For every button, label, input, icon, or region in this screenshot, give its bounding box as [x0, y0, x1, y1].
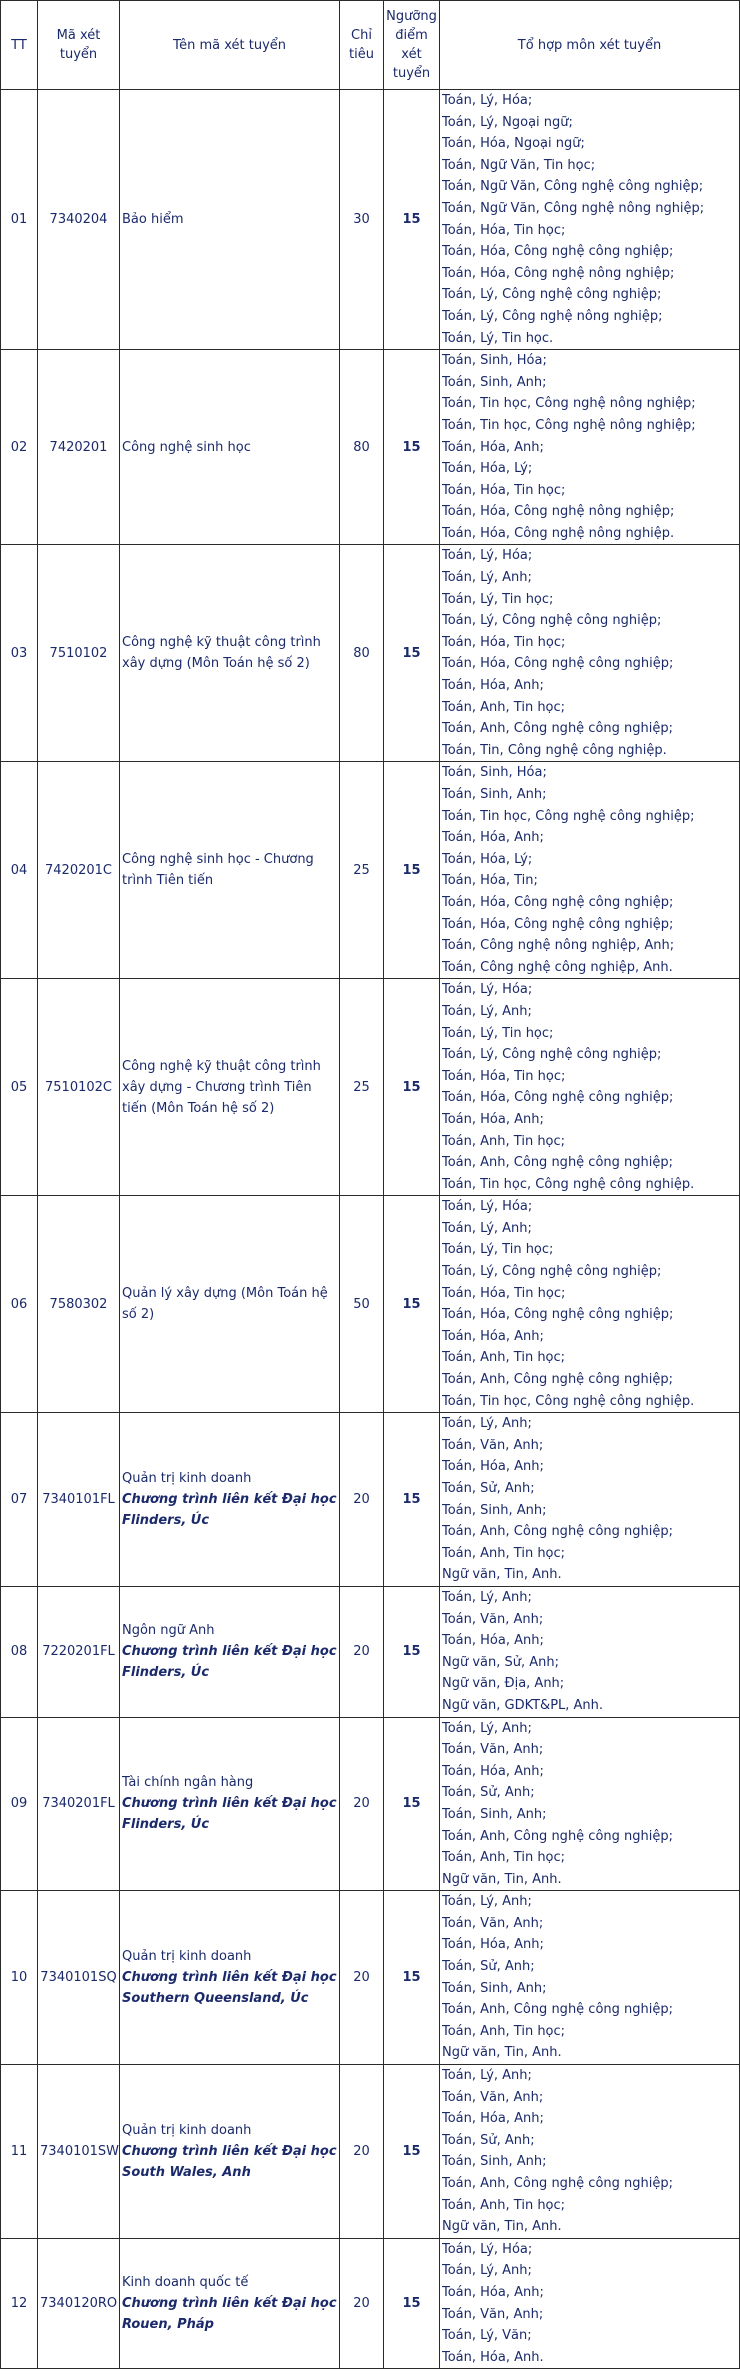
table-row [1, 1586, 740, 1717]
program-partner: Chương trình liên kết Đại học Southern Queensland, Úc [122, 1970, 337, 2007]
subject-combination: Toán, Anh, Tin học; [442, 2023, 566, 2039]
row-number: 02 [1, 350, 38, 545]
subject-combinations [440, 762, 740, 979]
program-name-cell [120, 545, 340, 762]
subject-combination: Toán, Lý, Tin học; [442, 1242, 554, 1258]
program-name-cell [120, 1891, 340, 2065]
subject-combination: Toán, Lý, Tin học; [442, 591, 554, 607]
subject-combination: Toán, Văn, Anh; [442, 1915, 544, 1931]
admission-code: 7510102 [38, 545, 120, 762]
subject-combination: Toán, Lý, Anh; [442, 1894, 532, 1910]
subject-combination: Toán, Lý, Anh; [442, 1720, 532, 1736]
subject-combination: Toán, Anh, Công nghệ công nghiệp; [442, 1524, 674, 1540]
header-code: Mã xét tuyển [38, 1, 120, 90]
program-name-cell [120, 979, 340, 1196]
subject-combinations [440, 90, 740, 350]
subject-combination: Toán, Anh, Công nghệ công nghiệp; [442, 2176, 674, 2191]
table-row [1, 545, 740, 762]
row-number: 10 [1, 1891, 38, 2065]
table-row [1, 762, 740, 979]
quota-value: 20 [340, 1586, 384, 1717]
subject-combinations [440, 545, 740, 762]
subject-combinations [440, 1717, 740, 1891]
row-number: 09 [1, 1717, 38, 1891]
subject-combination: Toán, Hóa, Công nghệ công nghiệp; [442, 244, 674, 260]
subject-combination: Toán, Anh, Tin học; [442, 1350, 566, 1366]
subject-combination: Toán, Sinh, Anh; [442, 1806, 547, 1822]
subject-combination: Toán, Tin học, Công nghệ nông nghiệp; [442, 417, 696, 433]
subject-combinations [440, 350, 740, 545]
quota-value: 20 [340, 1413, 384, 1587]
subject-combination: Toán, Hóa, Tin học; [442, 1285, 566, 1301]
program-name: Bảo hiểm [122, 212, 184, 228]
subject-combination: Toán, Sinh, Hóa; [442, 353, 547, 369]
subject-combination: Toán, Sinh, Anh; [442, 787, 547, 802]
program-name: Kinh doanh quốc tế [122, 2275, 249, 2291]
subject-combination: Toán, Ngữ Văn, Công nghệ nông nghiệp; [442, 200, 705, 216]
subject-combination: Toán, Hóa, Công nghệ công nghiệp; [442, 1307, 674, 1323]
quota-value: 80 [340, 545, 384, 762]
subject-combination: Toán, Hóa, Anh; [442, 2284, 544, 2300]
subject-combination: Toán, Lý, Anh; [442, 2068, 532, 2084]
subject-combination: Toán, Anh, Công nghệ công nghiệp; [442, 1828, 674, 1844]
threshold-score: 15 [384, 1717, 440, 1891]
subject-combination: Ngữ văn, GDKT&PL, Anh. [442, 1697, 604, 1713]
program-name-cell [120, 2065, 340, 2239]
threshold-score: 15 [384, 1586, 440, 1717]
table-row [1, 350, 740, 545]
subject-combination: Toán, Sinh, Anh; [442, 1502, 547, 1518]
subject-combination: Toán, Hóa, Anh; [442, 1111, 544, 1127]
subject-combination: Toán, Hóa, Tin học; [442, 482, 566, 498]
subject-combination: Toán, Văn, Anh; [442, 1437, 544, 1453]
threshold-score: 15 [384, 762, 440, 979]
subject-combination: Toán, Anh, Tin học; [442, 2197, 566, 2213]
row-number: 12 [1, 2238, 38, 2369]
subject-combination: Toán, Lý, Công nghệ công nghiệp; [442, 287, 662, 303]
quota-value: 25 [340, 979, 384, 1196]
subject-combination: Toán, Lý, Công nghệ công nghiệp; [442, 1264, 662, 1280]
quota-value: 20 [340, 2238, 384, 2369]
subject-combination: Ngữ văn, Địa, Anh; [442, 1676, 565, 1692]
quota-value: 80 [340, 350, 384, 545]
admission-code: 7340204 [38, 90, 120, 350]
header-tt: TT [1, 1, 38, 90]
row-number: 01 [1, 90, 38, 350]
table-row [1, 1891, 740, 2065]
subject-combination: Toán, Hóa, Tin học; [442, 634, 566, 650]
threshold-score: 15 [384, 1891, 440, 2065]
subject-combination: Toán, Sử, Anh; [442, 1481, 535, 1496]
subject-combination: Ngữ văn, Tin, Anh. [442, 2219, 562, 2235]
program-name-cell [120, 90, 340, 350]
table-row [1, 1717, 740, 1891]
program-partner: Chương trình liên kết Đại học Rouen, Pháp [122, 2296, 337, 2333]
subject-combination: Toán, Sinh, Anh; [442, 2154, 547, 2170]
threshold-score: 15 [384, 2238, 440, 2369]
admission-code: 7340101SW [38, 2065, 120, 2239]
quota-value: 50 [340, 1196, 384, 1413]
quota-value: 30 [340, 90, 384, 350]
program-partner: Chương trình liên kết Đại học Flinders, Úc [122, 1796, 337, 1833]
program-name: Quản trị kinh doanh [122, 1471, 252, 1487]
row-number: 06 [1, 1196, 38, 1413]
subject-combination: Toán, Hóa, Công nghệ nông nghiệp; [442, 504, 675, 520]
quota-value: 20 [340, 2065, 384, 2239]
subject-combination: Ngữ văn, Sử, Anh; [442, 1654, 560, 1670]
threshold-score: 15 [384, 350, 440, 545]
subject-combination: Toán, Hóa, Công nghệ nông nghiệp. [442, 525, 675, 541]
header-quota: Chỉ tiêu [340, 1, 384, 90]
subject-combinations [440, 2065, 740, 2239]
admission-code: 7420201 [38, 350, 120, 545]
subject-combination: Toán, Lý, Ngoại ngữ; [442, 114, 573, 130]
threshold-score: 15 [384, 2065, 440, 2239]
subject-combination: Toán, Hóa, Công nghệ công nghiệp; [442, 894, 674, 910]
subject-combination: Toán, Hóa, Anh. [442, 2349, 544, 2365]
subject-combinations [440, 1586, 740, 1717]
admission-code: 7510102C [38, 979, 120, 1196]
program-name-cell [120, 1196, 340, 1413]
subject-combination: Toán, Lý, Công nghệ nông nghiệp; [442, 308, 663, 324]
program-partner: Chương trình liên kết Đại học Flinders, Úc [122, 1644, 337, 1681]
subject-combination: Toán, Hóa, Anh; [442, 1328, 544, 1344]
subject-combination: Toán, Lý, Hóa; [442, 2241, 533, 2257]
subject-combinations [440, 979, 740, 1196]
subject-combination: Toán, Hóa, Công nghệ nông nghiệp; [442, 265, 675, 281]
program-name-cell [120, 762, 340, 979]
subject-combination: Toán, Văn, Anh; [442, 1611, 544, 1627]
table-row [1, 1413, 740, 1587]
subject-combination: Toán, Sử, Anh; [442, 1959, 535, 1975]
program-name: Tài chính ngân hàng [122, 1775, 254, 1791]
subject-combination: Toán, Lý, Anh; [442, 1416, 532, 1432]
program-name: Công nghệ kỹ thuật công trình xây dựng - Chương trình Tiên tiến (Môn Toán hệ số 2) [122, 1058, 321, 1116]
subject-combination: Toán, Tin học, Công nghệ công nghiệp. [442, 1176, 695, 1192]
admission-code: 7340101SQ [38, 1891, 120, 2065]
admission-code: 7420201C [38, 762, 120, 979]
subject-combination: Toán, Hóa, Anh; [442, 830, 544, 846]
subject-combination: Toán, Văn, Anh; [442, 2306, 544, 2322]
admission-code: 7340120RO [38, 2238, 120, 2369]
table-header [1, 1, 740, 90]
subject-combination: Toán, Lý, Hóa; [442, 982, 533, 998]
subject-combination: Toán, Tin, Công nghệ công nghiệp. [442, 742, 667, 758]
subject-combination: Toán, Công nghệ công nghiệp, Anh. [442, 959, 673, 975]
row-number: 05 [1, 979, 38, 1196]
program-name-cell [120, 1586, 340, 1717]
program-partner: Chương trình liên kết Đại học South Wales, Anh [122, 2143, 337, 2180]
subject-combination: Toán, Hóa, Anh; [442, 678, 544, 694]
header-combos: Tổ hợp môn xét tuyển [440, 1, 740, 90]
subject-combination: Toán, Lý, Tin học. [442, 330, 554, 346]
subject-combination: Toán, Lý, Hóa; [442, 548, 533, 564]
program-name-cell [120, 1717, 340, 1891]
header-threshold: Ngưỡng điểm xét tuyển [384, 1, 440, 90]
subject-combination: Toán, Hóa, Anh; [442, 2111, 544, 2127]
subject-combination: Toán, Sử, Anh; [442, 2132, 535, 2148]
subject-combination: Toán, Hóa, Lý; [442, 461, 533, 477]
threshold-score: 15 [384, 1196, 440, 1413]
table-row [1, 2065, 740, 2239]
subject-combination: Toán, Anh, Tin học; [442, 1850, 566, 1866]
header-name: Tên mã xét tuyển [120, 1, 340, 90]
subject-combination: Toán, Ngữ Văn, Tin học; [442, 157, 596, 173]
subject-combination: Toán, Anh, Tin học; [442, 1545, 566, 1561]
subject-combination: Toán, Hóa, Anh; [442, 1459, 544, 1475]
subject-combination: Toán, Lý, Công nghệ công nghiệp; [442, 613, 662, 629]
table-row [1, 2238, 740, 2369]
subject-combination: Toán, Anh, Công nghệ công nghiệp; [442, 2002, 674, 2018]
admission-code: 7340201FL [38, 1717, 120, 1891]
admission-code: 7220201FL [38, 1586, 120, 1717]
subject-combination: Toán, Hóa, Ngoại ngữ; [442, 136, 585, 152]
subject-combination: Toán, Anh, Công nghệ công nghiệp; [442, 1155, 674, 1171]
subject-combinations [440, 1196, 740, 1413]
subject-combination: Toán, Tin học, Công nghệ công nghiệp. [442, 1393, 695, 1409]
subject-combination: Toán, Anh, Tin học; [442, 699, 566, 715]
header-row [1, 1, 740, 90]
subject-combination: Toán, Anh, Công nghệ công nghiệp; [442, 721, 674, 737]
program-partner: Chương trình liên kết Đại học Flinders, Úc [122, 1492, 337, 1529]
program-name-cell [120, 350, 340, 545]
program-name: Công nghệ sinh học [122, 439, 251, 455]
subject-combination: Toán, Sử, Anh; [442, 1785, 535, 1801]
table-row [1, 1196, 740, 1413]
subject-combination: Toán, Hóa, Công nghệ công nghiệp; [442, 656, 674, 672]
subject-combination: Toán, Hóa, Anh; [442, 439, 544, 455]
row-number: 04 [1, 762, 38, 979]
subject-combinations [440, 1413, 740, 1587]
subject-combination: Ngữ văn, Tin, Anh. [442, 1567, 562, 1583]
program-name-cell [120, 1413, 340, 1587]
subject-combination: Toán, Sinh, Anh; [442, 1980, 547, 1996]
subject-combination: Ngữ văn, Tin, Anh. [442, 1871, 562, 1887]
subject-combination: Toán, Lý, Anh; [442, 1589, 532, 1605]
program-name-cell [120, 2238, 340, 2369]
subject-combination: Toán, Lý, Văn; [442, 2328, 532, 2344]
subject-combination: Toán, Lý, Anh; [442, 2263, 532, 2279]
subject-combination: Toán, Văn, Anh; [442, 2089, 544, 2105]
threshold-score: 15 [384, 545, 440, 762]
program-name: Ngôn ngữ Anh [122, 1623, 215, 1639]
program-name: Công nghệ sinh học - Chương trình Tiên tiến [122, 852, 314, 889]
subject-combination: Ngữ văn, Tin, Anh. [442, 2045, 562, 2061]
subject-combination: Toán, Hóa, Công nghệ công nghiệp; [442, 1090, 674, 1106]
subject-combination: Toán, Lý, Anh; [442, 570, 532, 586]
subject-combination: Toán, Hóa, Tin; [442, 873, 538, 889]
quota-value: 25 [340, 762, 384, 979]
subject-combination: Toán, Ngữ Văn, Công nghệ công nghiệp; [442, 179, 704, 195]
threshold-score: 15 [384, 90, 440, 350]
table-body [1, 90, 740, 2369]
subject-combination: Toán, Sinh, Hóa; [442, 765, 547, 781]
table-row [1, 90, 740, 350]
row-number: 07 [1, 1413, 38, 1587]
subject-combination: Toán, Lý, Hóa; [442, 93, 533, 108]
subject-combination: Toán, Hóa, Anh; [442, 1633, 544, 1649]
subject-combinations [440, 1891, 740, 2065]
subject-combination: Toán, Lý, Anh; [442, 1220, 532, 1236]
subject-combinations [440, 2238, 740, 2369]
subject-combination: Toán, Lý, Tin học; [442, 1025, 554, 1041]
subject-combination: Toán, Anh, Tin học; [442, 1133, 566, 1149]
quota-value: 20 [340, 1717, 384, 1891]
subject-combination: Toán, Tin học, Công nghệ nông nghiệp; [442, 396, 696, 412]
table-row [1, 979, 740, 1196]
subject-combination: Toán, Hóa, Anh; [442, 1937, 544, 1953]
subject-combination: Toán, Lý, Anh; [442, 1003, 532, 1019]
admission-code: 7340101FL [38, 1413, 120, 1587]
row-number: 03 [1, 545, 38, 762]
program-name: Quản lý xây dựng (Môn Toán hệ số 2) [122, 1286, 328, 1323]
program-name: Quản trị kinh doanh [122, 1949, 252, 1965]
quota-value: 20 [340, 1891, 384, 2065]
subject-combination: Toán, Hóa, Tin học; [442, 1068, 566, 1084]
subject-combination: Toán, Hóa, Lý; [442, 851, 533, 867]
subject-combination: Toán, Sinh, Anh; [442, 374, 547, 390]
row-number: 08 [1, 1586, 38, 1717]
subject-combination: Toán, Lý, Công nghệ công nghiệp; [442, 1047, 662, 1063]
program-name: Quản trị kinh doanh [122, 2122, 252, 2138]
subject-combination: Toán, Văn, Anh; [442, 1742, 544, 1758]
threshold-score: 15 [384, 979, 440, 1196]
subject-combination: Toán, Hóa, Tin học; [442, 222, 566, 238]
row-number: 11 [1, 2065, 38, 2239]
program-name: Công nghệ kỹ thuật công trình xây dựng (Môn Toán hệ số 2) [122, 635, 321, 672]
threshold-score: 15 [384, 1413, 440, 1587]
subject-combination: Toán, Công nghệ nông nghiệp, Anh; [442, 938, 675, 954]
subject-combination: Toán, Anh, Công nghệ công nghiệp; [442, 1372, 674, 1388]
subject-combination: Toán, Hóa, Công nghệ công nghiệp; [442, 916, 674, 932]
admission-code: 7580302 [38, 1196, 120, 1413]
subject-combination: Toán, Hóa, Anh; [442, 1763, 544, 1779]
subject-combination: Toán, Lý, Hóa; [442, 1199, 533, 1215]
subject-combination: Toán, Tin học, Công nghệ công nghiệp; [442, 808, 695, 824]
